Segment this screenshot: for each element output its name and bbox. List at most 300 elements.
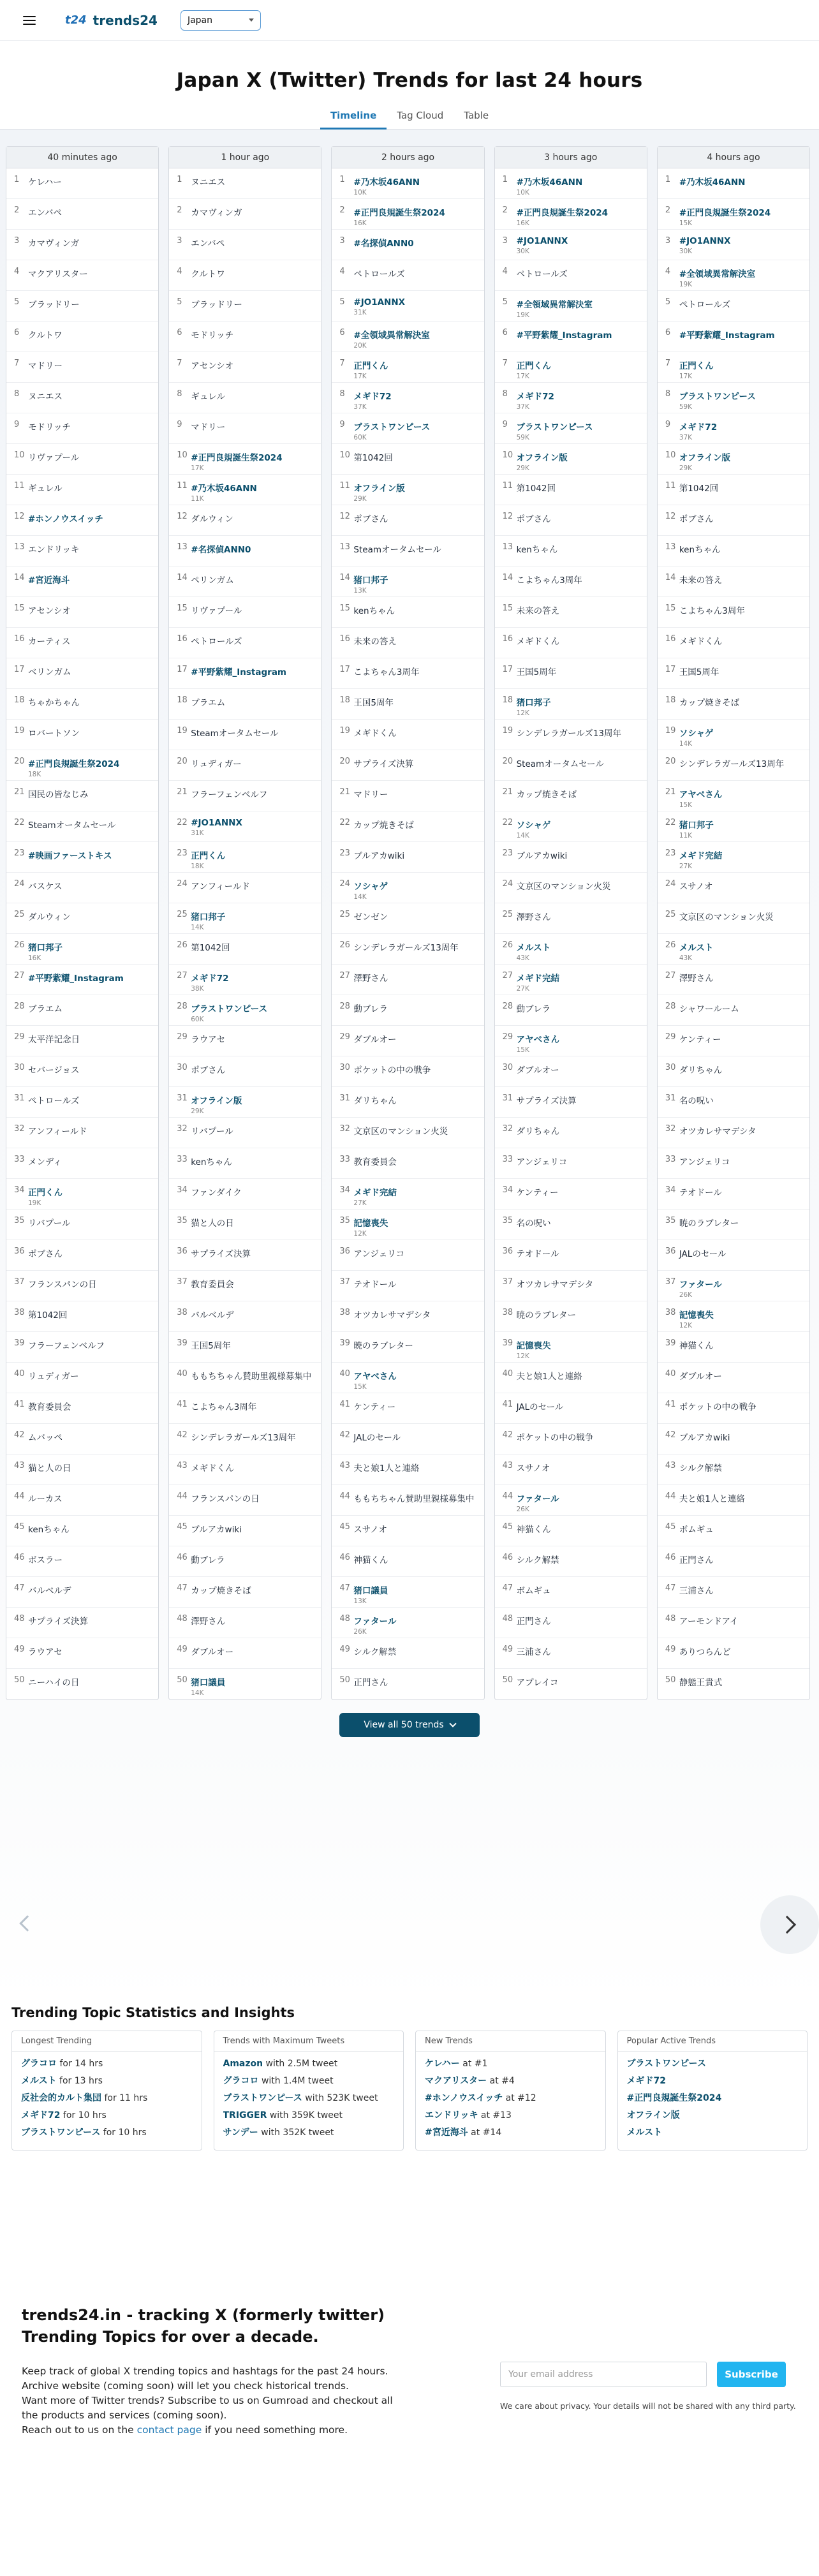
stats-trend-link[interactable]: オフライン版 — [626, 2110, 680, 2121]
trend-link[interactable]: ブルアカwiki — [353, 851, 405, 861]
stats-trend-link[interactable]: #ホンノウスイッチ — [425, 2093, 503, 2103]
trend-link[interactable]: 王国5周年 — [353, 698, 394, 708]
trend-link[interactable]: メギドくん — [679, 637, 723, 647]
trend-link[interactable]: ヌニエス — [191, 177, 226, 188]
trend-link[interactable]: こよちゃん3周年 — [191, 1402, 257, 1412]
trend-item — [6, 475, 158, 505]
trend-link[interactable]: スサノオ — [516, 1463, 550, 1474]
trend-link[interactable]: #平野紫耀_Instagram — [679, 330, 775, 341]
trend-link[interactable]: #JO1ANNX — [679, 236, 731, 246]
trend-link[interactable]: #JO1ANNX — [516, 236, 568, 246]
trend-link[interactable]: シルク解禁 — [353, 1647, 397, 1657]
trend-link[interactable]: スサノオ — [679, 882, 713, 892]
trend-link[interactable]: 暁のラブレター — [353, 1341, 413, 1351]
trend-link[interactable]: メギド72 — [516, 392, 554, 402]
trend-link[interactable]: フランスパンの日 — [28, 1280, 97, 1290]
trend-link[interactable]: 未来の答え — [353, 637, 397, 647]
trend-link[interactable]: マクアリスター — [28, 269, 88, 279]
trend-link[interactable]: 夫と娘1人と連絡 — [679, 1494, 745, 1504]
trend-link[interactable]: 正門くん — [353, 361, 388, 371]
trend-link[interactable]: ありつらんど — [679, 1647, 731, 1657]
trend-link[interactable]: 文京区のマンション火災 — [353, 1127, 448, 1137]
trend-link[interactable]: シンデレラガールズ13周年 — [679, 759, 785, 769]
stats-trend-link[interactable]: グラコロ — [223, 2076, 259, 2086]
trend-link[interactable]: ダブルオー — [679, 1372, 722, 1382]
trend-link[interactable]: 王国5周年 — [679, 667, 719, 677]
trend-link[interactable]: エンバペ — [28, 208, 63, 218]
trend-link[interactable]: 国民の皆なじみ — [28, 790, 89, 800]
trend-link[interactable]: 暁のラブレター — [679, 1218, 739, 1229]
trend-link[interactable]: オフライン版 — [353, 484, 405, 494]
trend-link[interactable]: シンデレラガールズ13周年 — [191, 1433, 296, 1443]
trend-link[interactable]: kenちゃん — [191, 1157, 232, 1167]
trend-link[interactable]: 太平洋記念日 — [28, 1035, 80, 1045]
trend-link[interactable]: JALのセール — [353, 1433, 401, 1443]
trend-link[interactable]: オツカレサマデシタ — [679, 1127, 756, 1137]
trend-link[interactable]: サプライズ決算 — [516, 1096, 577, 1106]
trend-link[interactable]: 正門さん — [679, 1555, 714, 1566]
trend-link[interactable]: JALのセール — [516, 1402, 564, 1412]
trend-link[interactable]: ポブさん — [191, 1065, 226, 1076]
trend-link[interactable]: テオドール — [679, 1188, 722, 1198]
trend-link[interactable]: ブラエム — [191, 698, 226, 708]
trend-link[interactable]: 文京区のマンション火災 — [679, 912, 774, 922]
trend-link[interactable]: 正門さん — [516, 1617, 551, 1627]
trend-link[interactable]: アヤベさん — [679, 790, 723, 800]
trend-link[interactable]: 第1042回 — [28, 1310, 68, 1321]
trend-link[interactable]: #平野紫耀_Instagram — [28, 973, 124, 984]
stats-trend-link[interactable]: ブラストワンピース — [626, 2059, 706, 2069]
trend-link[interactable]: 三浦さん — [516, 1647, 551, 1657]
trend-link[interactable]: #乃木坂46ANN — [679, 177, 746, 188]
trend-link[interactable]: JALのセール — [679, 1249, 727, 1259]
trend-link[interactable]: ケンティー — [679, 1035, 721, 1045]
trend-link[interactable]: メギド72 — [353, 392, 392, 402]
stats-trend-link[interactable]: 反社会的カルト集団 — [21, 2093, 101, 2103]
trend-link[interactable]: スサノオ — [353, 1525, 388, 1535]
trend-link[interactable]: フラーフェンベルフ — [28, 1341, 105, 1351]
trend-link[interactable]: メギド完結 — [679, 851, 723, 861]
trend-link[interactable]: メルスト — [679, 943, 714, 953]
trend-link[interactable]: 澤野さん — [679, 973, 714, 984]
tab-timeline[interactable]: Timeline — [320, 110, 387, 130]
country-select[interactable] — [181, 10, 261, 31]
trend-item — [6, 658, 158, 689]
stats-trend-link[interactable]: Amazon — [223, 2059, 263, 2069]
trend-link[interactable]: カップ焼きそば — [353, 820, 414, 831]
trend-link[interactable]: 記憶喪失 — [679, 1310, 714, 1321]
trend-link[interactable]: ラウアセ — [191, 1035, 226, 1045]
trend-link[interactable]: ペトロールズ — [28, 1096, 80, 1106]
trend-rank: 12 — [339, 512, 350, 521]
trend-link[interactable]: ファタール — [516, 1494, 559, 1504]
site-logo[interactable] — [65, 13, 158, 28]
trend-link[interactable]: 夫と娘1人と連絡 — [353, 1463, 420, 1474]
trend-link[interactable]: #宮近海斗 — [28, 575, 70, 586]
trend-rank: 5 — [665, 297, 671, 307]
trend-link[interactable]: 教育委員会 — [191, 1280, 234, 1290]
trend-rank: 42 — [665, 1430, 676, 1440]
trend-link[interactable]: ポブさん — [516, 514, 551, 524]
trend-link[interactable]: ボムギュ — [516, 1586, 551, 1596]
trend-link[interactable]: サプライズ決算 — [191, 1249, 251, 1259]
trend-link[interactable]: ソシャゲ — [353, 882, 388, 892]
trend-volume: 17K — [516, 373, 529, 380]
trend-link[interactable]: ケンティー — [353, 1402, 396, 1412]
trend-link[interactable]: ポケットの中の戦争 — [516, 1433, 594, 1443]
stats-trend-link[interactable]: グラコロ — [21, 2059, 57, 2069]
trend-link[interactable]: #全領域異常解決室 — [353, 330, 430, 341]
trend-link[interactable]: こよちゃん3周年 — [353, 667, 420, 677]
trend-link[interactable]: #平野紫耀_Instagram — [191, 667, 286, 677]
trend-link[interactable]: 正門さん — [353, 1678, 388, 1688]
trend-link[interactable]: 猪口議員 — [353, 1586, 388, 1596]
trend-link[interactable]: オフライン版 — [516, 453, 568, 463]
trend-link[interactable]: サプライズ決算 — [28, 1617, 88, 1627]
trend-link[interactable]: メギド完結 — [516, 973, 560, 984]
stats-trend-link[interactable]: ケレハー — [425, 2059, 460, 2069]
trend-volume: 29K — [679, 464, 693, 472]
trend-link[interactable]: モドリッチ — [28, 422, 71, 433]
trend-link[interactable]: ルーカス — [28, 1494, 63, 1504]
stats-trend-link[interactable]: #宮近海斗 — [425, 2128, 468, 2138]
trend-link[interactable]: kenちゃん — [353, 606, 395, 616]
trend-link[interactable]: ボムギュ — [679, 1525, 714, 1535]
trend-link[interactable]: #全領域異常解決室 — [516, 300, 593, 310]
trend-rank: 10 — [14, 450, 25, 460]
trend-link[interactable]: ケンティー — [516, 1188, 559, 1198]
trend-link[interactable]: アンジェリコ — [679, 1157, 730, 1167]
trend-link[interactable]: ダブルオー — [191, 1647, 234, 1657]
trend-link[interactable]: 神猫くん — [679, 1341, 714, 1351]
trend-link[interactable]: アヤベさん — [353, 1372, 397, 1382]
trend-link[interactable]: 名の呪い — [679, 1096, 714, 1106]
trend-link[interactable]: エンバペ — [191, 239, 225, 249]
trend-link[interactable]: ブルアカwiki — [191, 1525, 242, 1535]
trend-item — [658, 1608, 809, 1638]
trend-link[interactable]: 教育委員会 — [28, 1402, 71, 1412]
trend-link[interactable]: こよちゃん3周年 — [516, 575, 582, 586]
trend-link[interactable]: kenちゃん — [516, 545, 558, 555]
trend-link[interactable]: メギド72 — [191, 973, 229, 984]
stats-trend-link[interactable]: メギド72 — [626, 2076, 666, 2086]
stats-trend-link[interactable]: メルスト — [626, 2128, 663, 2138]
trend-link[interactable]: テオドール — [516, 1249, 559, 1259]
stats-trend-link[interactable]: TRIGGER — [223, 2110, 267, 2121]
trend-link[interactable]: ファタール — [353, 1617, 397, 1627]
trend-link[interactable]: 正門くん — [679, 361, 714, 371]
trend-link[interactable]: #乃木坂46ANN — [191, 484, 257, 494]
trend-link[interactable]: ボスラー — [28, 1555, 63, 1566]
trend-link[interactable]: テオドール — [353, 1280, 397, 1290]
trend-link[interactable]: 夫と娘1人と連絡 — [516, 1372, 582, 1382]
trend-link[interactable]: ペトロールズ — [516, 269, 568, 279]
trend-link[interactable]: シンデレラガールズ13周年 — [353, 943, 459, 953]
trend-link[interactable]: ダリちゃん — [516, 1127, 560, 1137]
trend-link[interactable]: ペトロールズ — [353, 269, 405, 279]
trend-link[interactable]: 未来の答え — [679, 575, 723, 586]
stats-trend-link[interactable]: ブラストワンピース — [223, 2093, 302, 2103]
trend-link[interactable]: クルトワ — [28, 330, 63, 341]
stats-trend-link[interactable]: メギド72 — [21, 2110, 61, 2121]
trend-link[interactable]: シャワールーム — [679, 1004, 739, 1014]
carousel-next-button[interactable] — [760, 1895, 819, 1954]
subscribe-button[interactable]: Subscribe — [717, 2362, 786, 2387]
trend-link[interactable]: #JO1ANNX — [191, 818, 242, 828]
trend-link[interactable]: ももちちゃん賛助里親様募集中 — [353, 1494, 475, 1504]
trend-rank: 27 — [339, 971, 350, 981]
trend-link[interactable]: Steamオータムセール — [28, 820, 116, 831]
trend-link[interactable]: Steamオータムセール — [191, 729, 279, 739]
trend-link[interactable]: ギュレル — [191, 392, 225, 402]
trend-link[interactable]: 猪口邦子 — [516, 698, 551, 708]
trend-link[interactable]: アンフィールド — [191, 882, 250, 892]
trend-link[interactable]: ソシャゲ — [516, 820, 551, 831]
trend-link[interactable]: メルスト — [516, 943, 551, 953]
trend-link[interactable]: ダリちゃん — [679, 1065, 723, 1076]
trend-link[interactable]: ゼンゼン — [353, 912, 388, 922]
trend-link[interactable]: ブラストワンピース — [516, 422, 593, 433]
trend-link[interactable]: こよちゃん3周年 — [679, 606, 745, 616]
tab-table[interactable]: Table — [464, 110, 489, 121]
trend-link[interactable]: オツカレサマデシタ — [353, 1310, 431, 1321]
trend-link[interactable]: メギドくん — [191, 1463, 234, 1474]
trend-link[interactable]: マドリー — [353, 790, 388, 800]
trend-link[interactable]: カップ焼きそば — [191, 1586, 251, 1596]
trend-link[interactable]: 動ブレラ — [516, 1004, 551, 1014]
email-input[interactable]: Your email address — [500, 2362, 707, 2387]
trend-link[interactable]: 澤野さん — [516, 912, 551, 922]
trend-link[interactable]: ダブルオー — [353, 1035, 397, 1045]
trend-link[interactable]: エンドリッキ — [28, 545, 80, 555]
stats-card — [617, 2031, 808, 2150]
trend-link[interactable]: シンデレラガールズ13周年 — [516, 729, 622, 739]
trend-link[interactable]: メギドくん — [516, 637, 560, 647]
trend-link[interactable]: #名探偵ANN0 — [191, 545, 251, 555]
trend-link[interactable]: サプライズ決算 — [353, 759, 414, 769]
trend-volume: 18K — [28, 771, 41, 778]
trend-link[interactable]: ファンダイク — [191, 1188, 242, 1198]
stats-item: メルスト for 13 hrs — [21, 2076, 103, 2086]
trend-link[interactable]: 猫と人の日 — [28, 1463, 71, 1474]
trend-link[interactable]: 文京区のマンション火災 — [516, 882, 611, 892]
trend-link[interactable]: シルク解禁 — [679, 1463, 722, 1474]
trend-link[interactable]: 記憶喪失 — [516, 1341, 551, 1351]
trend-link[interactable]: ダリちゃん — [353, 1096, 397, 1106]
trend-link[interactable]: オツカレサマデシタ — [516, 1280, 594, 1290]
trend-link[interactable]: バルベルデ — [28, 1586, 71, 1596]
stats-trend-link[interactable]: #正門良規誕生祭2024 — [626, 2093, 722, 2103]
trend-link[interactable]: ギュレル — [28, 484, 63, 494]
trend-link[interactable]: 猫と人の日 — [191, 1218, 234, 1229]
trend-link[interactable]: 第1042回 — [679, 484, 719, 494]
trend-link[interactable]: 未来の答え — [516, 606, 560, 616]
trend-link[interactable]: 神猫くん — [353, 1555, 388, 1566]
trend-link[interactable]: ペトロールズ — [679, 300, 731, 310]
trend-link[interactable]: 動ブレラ — [191, 1555, 225, 1566]
trend-link[interactable]: カマヴィンガ — [191, 208, 242, 218]
trend-link[interactable]: ちゃかちゃん — [28, 698, 80, 708]
trend-link[interactable]: ブラエム — [28, 1004, 63, 1014]
trend-link[interactable]: ファタール — [679, 1280, 722, 1290]
trend-link[interactable]: ブラストワンピース — [191, 1004, 268, 1014]
trend-link[interactable]: ブラッドリー — [28, 300, 80, 310]
trend-link[interactable]: ヌニエス — [28, 392, 63, 402]
trend-link[interactable]: Steamオータムセール — [353, 545, 441, 555]
trend-link[interactable]: ブルアカwiki — [516, 851, 568, 861]
trend-link[interactable]: フラーフェンベルフ — [191, 790, 268, 800]
trend-link[interactable]: 猪口邦子 — [679, 820, 714, 831]
trend-item — [169, 750, 321, 781]
trend-link[interactable]: #正門良規誕生祭2024 — [353, 208, 445, 218]
trend-link[interactable]: ブラッドリー — [191, 300, 242, 310]
trend-link[interactable]: クルトワ — [191, 269, 225, 279]
trend-link[interactable]: ベリンガム — [28, 667, 71, 677]
trend-link[interactable]: メギドくん — [353, 729, 397, 739]
trend-link[interactable]: ムバッペ — [28, 1433, 63, 1443]
trend-link[interactable]: アセンシオ — [191, 361, 234, 371]
trend-link[interactable]: ももちちゃん賛助里親様募集中 — [191, 1372, 312, 1382]
trend-link[interactable]: フランスパンの日 — [191, 1494, 260, 1504]
trend-link[interactable]: カマヴィンガ — [28, 239, 80, 249]
trend-link[interactable]: シルク解禁 — [516, 1555, 559, 1566]
stats-trend-link[interactable]: メルスト — [21, 2076, 57, 2086]
trend-link[interactable]: ポブさん — [679, 514, 714, 524]
trend-volume: 43K — [679, 954, 693, 962]
contact-link[interactable]: contact page — [136, 2424, 202, 2436]
trend-link[interactable]: モドリッチ — [191, 330, 234, 341]
trend-rank: 9 — [502, 420, 508, 429]
trend-link[interactable]: セバージョス — [28, 1065, 80, 1076]
trend-link[interactable]: kenちゃん — [28, 1525, 70, 1535]
menu-icon[interactable] — [23, 16, 36, 25]
trend-link[interactable]: アプレイコ — [516, 1678, 559, 1688]
view-all-button[interactable] — [339, 1713, 480, 1737]
trend-link[interactable]: ダブルオー — [516, 1065, 559, 1076]
trend-link[interactable]: ラウアセ — [28, 1647, 63, 1657]
trend-link[interactable]: アヤベさん — [516, 1035, 560, 1045]
trend-link[interactable]: 王国5周年 — [191, 1341, 231, 1351]
trend-link[interactable]: 第1042回 — [191, 943, 230, 953]
trend-link[interactable]: 第1042回 — [353, 453, 393, 463]
trend-link[interactable]: #ホンノウスイッチ — [28, 514, 103, 524]
trend-link[interactable]: #JO1ANNX — [353, 297, 406, 307]
trend-link[interactable]: アーモンドアイ — [679, 1617, 739, 1627]
trend-link[interactable]: Steamオータムセール — [516, 759, 604, 769]
trend-link[interactable]: 澤野さん — [191, 1617, 226, 1627]
carousel-prev-button[interactable] — [18, 1911, 37, 1936]
trend-link[interactable]: kenちゃん — [679, 545, 721, 555]
trend-link[interactable]: 教育委員会 — [353, 1157, 397, 1167]
trend-link[interactable]: 三浦さん — [679, 1586, 714, 1596]
trend-link[interactable]: アンフィールド — [28, 1127, 87, 1137]
trend-link[interactable]: 猪口邦子 — [353, 575, 388, 586]
trend-link[interactable]: リヴァプール — [191, 606, 242, 616]
trend-link[interactable]: ポケットの中の戦争 — [353, 1065, 431, 1076]
trend-link[interactable]: ポケットの中の戦争 — [679, 1402, 756, 1412]
trend-link[interactable]: ダルウィン — [28, 912, 71, 922]
trend-link[interactable]: カップ焼きそば — [516, 790, 577, 800]
trend-link[interactable]: 第1042回 — [516, 484, 556, 494]
trend-link[interactable]: #名探偵ANN0 — [353, 239, 414, 249]
trend-link[interactable]: 猪口邦子 — [28, 943, 63, 953]
trend-link[interactable]: リュディガー — [28, 1372, 79, 1382]
trend-link[interactable]: ケレハー — [28, 177, 62, 188]
stats-trend-link[interactable]: ブラストワンピース — [21, 2128, 101, 2138]
trend-link[interactable]: #全領域異常解決室 — [679, 269, 756, 279]
trend-link[interactable]: 神猫くん — [516, 1525, 551, 1535]
trend-link[interactable]: 名の呪い — [516, 1218, 551, 1229]
tab-tag-cloud[interactable]: Tag Cloud — [397, 110, 444, 121]
trend-link[interactable]: リヴァプール — [28, 453, 80, 463]
trend-link[interactable]: ブルアカwiki — [679, 1433, 730, 1443]
trend-link[interactable]: 暁のラブレター — [516, 1310, 577, 1321]
trend-link[interactable]: 猪口議員 — [191, 1678, 226, 1688]
trend-link[interactable]: リュディガー — [191, 759, 242, 769]
trend-link[interactable]: ポブさん — [28, 1249, 63, 1259]
stats-trend-link[interactable]: マクアリスター — [425, 2076, 487, 2086]
trend-link[interactable]: 正門くん — [191, 851, 226, 861]
trend-link[interactable]: 静態王貴式 — [679, 1678, 723, 1688]
trend-link[interactable]: 記憶喪失 — [353, 1218, 388, 1229]
trend-link[interactable]: ダルウィン — [191, 514, 233, 524]
trend-link[interactable]: オフライン版 — [679, 453, 731, 463]
trend-link[interactable]: カップ焼きそば — [679, 698, 740, 708]
trend-link[interactable]: ペトロールズ — [191, 637, 242, 647]
trend-link[interactable]: カーティス — [28, 637, 71, 647]
trend-link[interactable]: ブラストワンピース — [679, 392, 756, 402]
trend-link[interactable]: バスケス — [28, 882, 63, 892]
trend-link[interactable]: 正門くん — [516, 361, 551, 371]
trend-link[interactable]: バルベルデ — [191, 1310, 234, 1321]
trend-link[interactable]: ペリンガム — [191, 575, 234, 586]
trend-rank: 29 — [14, 1032, 25, 1042]
trend-link[interactable]: 王国5周年 — [516, 667, 557, 677]
trend-link[interactable]: 動ブレラ — [353, 1004, 388, 1014]
trend-link[interactable]: #乃木坂46ANN — [353, 177, 420, 188]
trend-link[interactable]: メギド72 — [679, 422, 718, 433]
trend-link[interactable]: ポブさん — [353, 514, 388, 524]
trend-link[interactable]: #乃木坂46ANN — [516, 177, 583, 188]
trend-link[interactable]: #正門良規誕生祭2024 — [191, 453, 283, 463]
trend-link[interactable]: 猪口邦子 — [191, 912, 226, 922]
trend-link[interactable]: アンジェリコ — [353, 1249, 404, 1259]
trend-link[interactable]: #映画ファーストキス — [28, 851, 112, 861]
trend-link[interactable]: マドリー — [28, 361, 63, 371]
trend-link[interactable]: ロバートソン — [28, 729, 80, 739]
trend-link[interactable]: メンディ — [28, 1157, 62, 1167]
trend-link[interactable]: リバプール — [28, 1218, 71, 1229]
trend-link[interactable]: 澤野さん — [353, 973, 388, 984]
trend-link[interactable]: 正門くん — [28, 1188, 63, 1198]
stats-trend-link[interactable]: サンデー — [223, 2128, 258, 2138]
trend-item — [495, 260, 647, 291]
trend-link[interactable]: アンジェリコ — [516, 1157, 568, 1167]
trend-link[interactable]: アセンシオ — [28, 606, 71, 616]
trend-link[interactable]: ソシャゲ — [679, 729, 714, 739]
trend-link[interactable]: ニーハイの日 — [28, 1678, 80, 1688]
trend-link[interactable]: マドリー — [191, 422, 226, 433]
trend-link[interactable]: #平野紫耀_Instagram — [516, 330, 612, 341]
trend-link[interactable]: #正門良規誕生祭2024 — [679, 208, 771, 218]
trend-link[interactable]: オフライン版 — [191, 1096, 242, 1106]
trend-link[interactable]: #正門良規誕生祭2024 — [28, 759, 120, 769]
trend-link[interactable]: メギド完結 — [353, 1188, 397, 1198]
trend-link[interactable]: #正門良規誕生祭2024 — [516, 208, 608, 218]
trend-link[interactable]: ブラストワンピース — [353, 422, 431, 433]
trend-link[interactable]: リバプール — [191, 1127, 233, 1137]
stats-trend-link[interactable]: エンドリッキ — [425, 2110, 478, 2121]
